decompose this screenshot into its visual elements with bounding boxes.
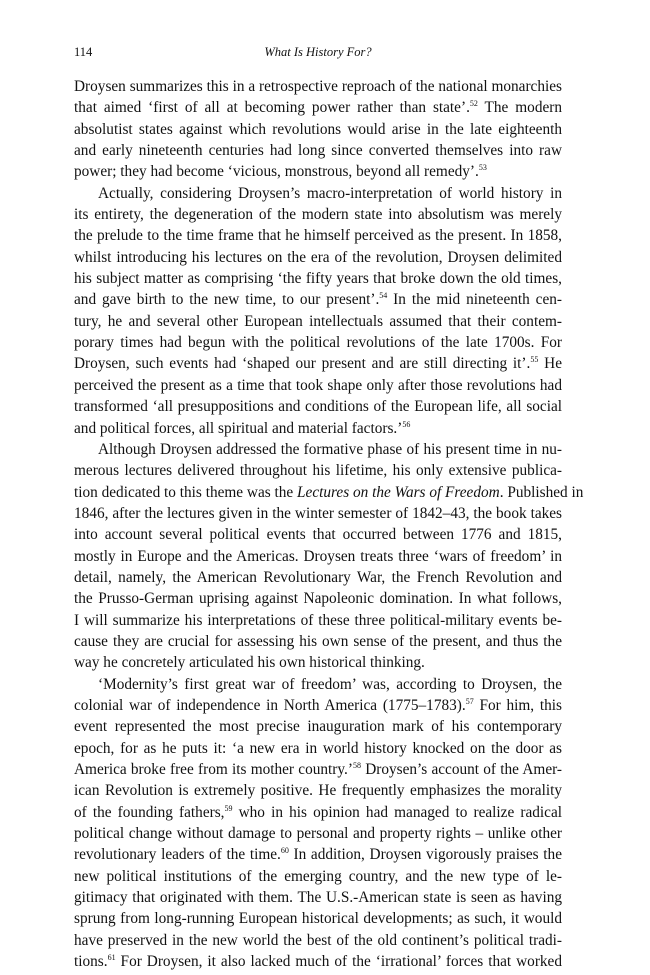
- text-run: political change without damage to personal and property rights – unlike other: [74, 825, 562, 843]
- text-line: [74, 268, 562, 289]
- text-run: gitimacy that originated with them. The U.S.-American state is seen as having: [74, 889, 562, 907]
- text-run: transformed ‘all presuppositions and conditions of the European life, all social: [74, 398, 562, 416]
- text-line: [74, 674, 562, 695]
- text-run: have preserved in the new world the best of the old continent’s political tradi-: [74, 931, 562, 949]
- footnote-marker: 59: [224, 803, 233, 813]
- text-run: and gave birth to the new time, to our present’.: [74, 291, 380, 309]
- text-run: sprung from long-running European historical developments; as such, it would: [74, 910, 562, 928]
- text-run: America broke free from its mother country.’: [74, 761, 353, 778]
- text-run: Although Droysen addressed the formative phase of his present time in nu-: [98, 440, 562, 458]
- text-run: power; they had become ‘vicious, monstrous, beyond all remedy’.: [74, 163, 479, 181]
- text-run: cause they are crucial for assessing his own sense of the present, and thus the: [74, 632, 562, 650]
- text-line: [74, 524, 562, 545]
- footnote-marker: 61: [107, 953, 116, 962]
- text-line: [74, 610, 562, 631]
- footnote-marker: 58: [352, 760, 361, 770]
- text-run: new political institutions of the emerging country, and the new type of le-: [74, 867, 562, 885]
- text-run: For Droysen, it also lacked much of the ‘irrational’ forces that worked: [115, 953, 562, 971]
- footnote-marker: 52: [469, 99, 478, 109]
- text-line: [74, 780, 562, 801]
- page-number: 114: [74, 45, 93, 59]
- text-run: event represented the most precise inauguration mark of his contemporary: [74, 718, 562, 736]
- text-line: [74, 332, 562, 353]
- text-line: [74, 503, 562, 524]
- footnote-marker: 53: [478, 163, 487, 173]
- text-run: the Prusso-German uprising against Napoleonic domination. In what follows,: [74, 590, 562, 608]
- text-run: For him, this: [473, 696, 562, 714]
- text-line: [74, 97, 562, 118]
- text-run: Droysen, such events had ‘shaped our present and are still directing it’.: [74, 355, 531, 373]
- text-line: [74, 652, 562, 673]
- text-run: epoch, for as he puts it: ‘a new era in world history knocked on the door as: [74, 739, 562, 757]
- footnote-marker: 56: [402, 419, 411, 429]
- text-run: ‘Modernity’s first great war of freedom’ was, according to Droysen, the: [98, 675, 562, 693]
- text-run: The modern: [477, 99, 562, 117]
- text-line: [74, 567, 562, 588]
- footnote-marker: 54: [379, 291, 388, 301]
- text-run: perceived the present as a time that took shape only after those revolutions had: [74, 376, 562, 394]
- text-run: that aimed ‘first of all at becoming power rather than state’.: [74, 99, 470, 117]
- text-line: [74, 183, 562, 204]
- book-title: Lectures on the Wars of Freedom: [297, 483, 500, 501]
- text-line: [74, 353, 562, 374]
- text-run: who in his opinion had managed to realize radical: [232, 803, 562, 821]
- running-title: What Is History For?: [264, 45, 372, 59]
- text-run: Droysen’s account of the Amer-: [360, 761, 562, 778]
- text-line: [74, 204, 562, 225]
- text-run: He: [538, 355, 562, 373]
- text-run: porary times had begun with the political revolutions of the late 1700s. For: [74, 334, 562, 352]
- text-run: In addition, Droysen vigorously praises the: [288, 846, 562, 864]
- text-line: [74, 76, 562, 97]
- text-run: tions.: [74, 953, 108, 971]
- text-run: revolutionary leaders of the time.: [74, 846, 281, 864]
- text-run: absolutist states against which revolutions would arise in the late eighteenth: [74, 120, 562, 138]
- text-run: In the mid nineteenth cen-: [387, 291, 562, 309]
- text-line: [74, 119, 562, 140]
- text-line: [74, 738, 562, 759]
- text-line: [74, 823, 562, 844]
- text-run: and early nineteenth centuries had long since converted themselves into raw: [74, 142, 562, 160]
- text-line: [74, 951, 562, 972]
- text-line: [74, 844, 562, 865]
- text-line: [74, 439, 562, 460]
- text-line: [74, 140, 562, 161]
- text-run: colonial war of independence in North America (1775–1783).: [74, 696, 466, 714]
- text-line: [74, 759, 562, 780]
- footnote-marker: 57: [465, 696, 474, 706]
- text-run: way he concretely articulated his own historical thinking.: [74, 654, 425, 672]
- text-run: merous lectures delivered throughout his lifetime, his only extensive publica-: [74, 462, 562, 480]
- text-line: [74, 247, 562, 268]
- text-run: Actually, considering Droysen’s macro-interpretation of world history in: [98, 184, 562, 202]
- text-line: [74, 716, 562, 737]
- text-run: of the founding fathers,: [74, 803, 225, 821]
- text-run: . Published in: [499, 483, 584, 501]
- text-line: [74, 930, 562, 951]
- text-line: [74, 460, 562, 481]
- text-run: detail, namely, the American Revolutionary War, the French Revolution and: [74, 568, 562, 586]
- text-run: into account several political events that occurred between 1776 and 1815,: [74, 526, 562, 544]
- text-line: [74, 887, 562, 908]
- text-line: [74, 289, 562, 310]
- text-line: [74, 866, 562, 887]
- text-line: [74, 482, 584, 503]
- text-run: Droysen summarizes this in a retrospective reproach of the national monarchies: [74, 78, 562, 95]
- text-run: mostly in Europe and the Americas. Droysen treats three ‘wars of freedom’ in: [74, 547, 562, 565]
- text-line: [74, 631, 562, 652]
- text-run: tury, he and several other European intellectuals assumed that their contem-: [74, 312, 562, 330]
- text-run: his subject matter as comprising ‘the fifty years that broke down the old times,: [74, 270, 562, 288]
- text-line: [74, 225, 562, 246]
- text-line: [74, 588, 562, 609]
- text-run: its entirety, the degeneration of the modern state into absolutism was merely: [74, 206, 562, 224]
- text-line: [74, 311, 562, 332]
- footnote-marker: 60: [280, 846, 289, 856]
- text-line: [74, 375, 562, 396]
- text-line: [74, 908, 562, 929]
- text-line: [74, 161, 562, 182]
- text-line: [74, 695, 562, 716]
- footnote-marker: 55: [530, 355, 539, 365]
- body-text: [74, 76, 584, 972]
- text-run: 1846, after the lectures given in the winter semester of 1842–43, the book takes: [74, 504, 562, 522]
- text-line: [74, 546, 562, 567]
- text-run: and political forces, all spiritual and material factors.’: [74, 419, 403, 437]
- text-run: whilst introducing his lectures on the era of the revolution, Droysen delimited: [74, 248, 562, 266]
- text-run: I will summarize his interpretations of these three political-military events be-: [74, 611, 562, 629]
- text-line: [74, 396, 562, 417]
- text-run: tion dedicated to this theme was the: [74, 483, 298, 501]
- text-line: [74, 802, 562, 823]
- text-run: the prelude to the time frame that he himself perceived as the present. In 1858,: [74, 227, 562, 245]
- text-run: ican Revolution is extremely positive. He frequently emphasizes the morality: [74, 782, 562, 800]
- text-line: [74, 418, 562, 439]
